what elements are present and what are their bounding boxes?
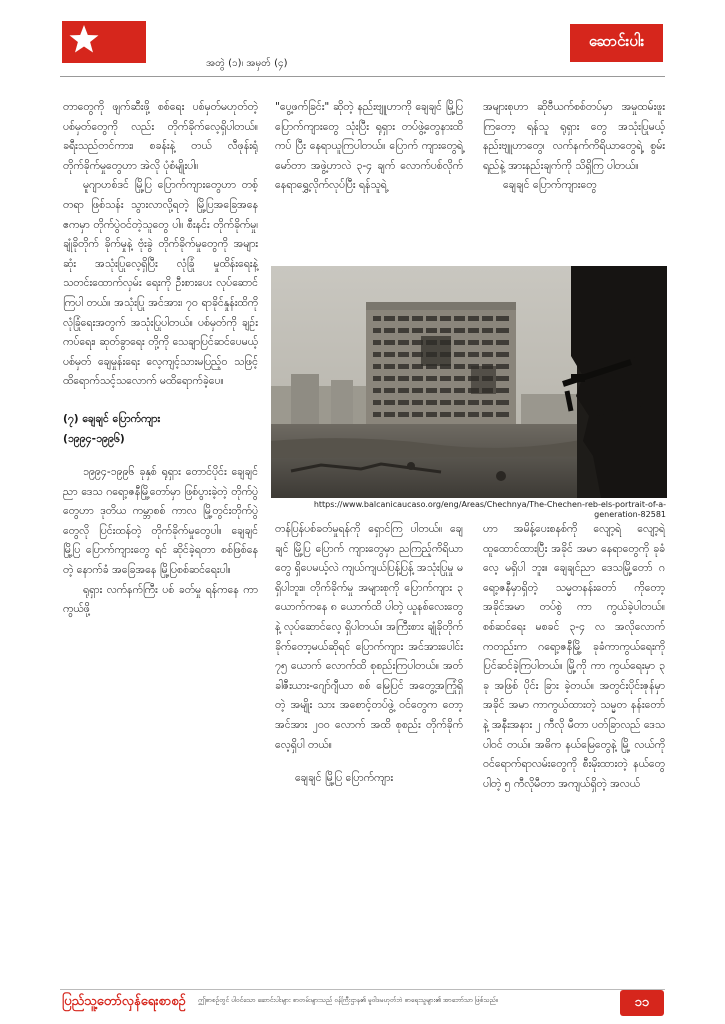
column-2-top <box>275 98 463 263</box>
star-icon <box>68 23 100 55</box>
photo-caption: https://www.balcanicaucaso.org/eng/Areas/Chechnya/The-Chechen-reb-els-portrait-of-a-generation-82581 <box>313 500 666 519</box>
article-photo <box>271 266 667 498</box>
column-2-bottom <box>275 520 463 960</box>
subheading-years: (၁၉၉၄-၁၉၉၆) <box>63 432 125 445</box>
paragraph: တာတွေကို ဖျက်ဆီးဖို့ စစ်ရေး ပစ်မှတ်မဟုတ်တဲ့ ပစ်မှတ်တွေကို လည်း တိုက်ခိုက်လေ့ရှိပါတယ်။ ခရီးသည်တင်ကား၊ စခန်းနဲ့ တယ် လီဖုန်းရုံ တိုက်ခိုက်မှုတွေဟာ အဲလို ပုံစံမျိုးပါ။ <box>63 101 258 172</box>
section-subheading <box>63 410 258 449</box>
paragraph: ရုရှား လက်နက်ကြီး ပစ် ခတ်မှု ရန်ကနေ ကာကွယ်ဖို့ <box>63 583 258 616</box>
column-3-top <box>483 98 665 263</box>
publication-title: ပြည်သူ့တော်လှန်ရေးစာစဉ် <box>62 994 186 1009</box>
column-3-bottom <box>483 520 665 960</box>
paragraph: အများစုဟာ ဆိုဗီယက်စစ်တပ်မှာ အမှုထမ်းဖူးကြတော့ ရန်သူ ရုရှား တွေ အသုံးပြုမယ့် နည်းဗျူဟာတွေ၊ လက်နက်ကိရိယာတွေရဲ့ စွမ်း ရည်နဲ့ အားနည်းချက်ကို သိရှိကြ ပါတယ်။ <box>483 101 665 172</box>
header-divider <box>60 76 665 77</box>
paragraph: ၁၉၉၄-၁၉၉၆ ခုနှစ် ရုရှား တောင်ပိုင်း ချေချင်ညာ ဒေသ ဂရော့ဇနီမြို့တော်မှာ ဖြစ်ပွားခဲ့တဲ့ တိုက်ပွဲတွေဟာ ဒုတိယ ကမ္ဘာစစ် ကာလ မြို့တွင်းတိုက်ပွဲတွေလို ပြင်းထန်တဲ့ တိုက်ခိုက်မှုတွေပါ။ ချေချင် မြို့ပြ ပြောက်ကျားတွေ ရင် ဆိုင်ခဲ့ရတာ စစ်ဖြစ်နေတဲ့ နောက်ခံ အခြေအနေ မြို့ပြစစ်ဆင်ရေးပါ။ <box>63 466 258 577</box>
issue-line: အတွဲ (၁)၊ အမှတ် (၄) <box>206 58 288 69</box>
paragraph: မူဂျာဟစ်ဒင် မြို့ပြ ပြောက်ကျားတွေဟာ တစ့်တရာ ဖြစ်သန်း သွားလာလို့ရတဲ့ မြို့ပြအခြေအနေ ဧကမှာ တိုက်ပွဲဝင်တဲ့သူတွေ ပါ။ စီးနင်း တိုက်ခိုက်မှု၊ ချုံခိုတိုက် ခိုက်မှုနဲ့ ဗုံးခွဲ တိုက်ခိုက်မှုတွေကို အများဆုံး အသုံးပြုလေ့ရှိပြီး လုံခြုံ မှုထိန်းရေးနဲ့ သတင်းထောက်လှမ်း ရေးကို ဦးစားပေး လုပ်ဆောင်ကြပါ တယ်။ အသုံးပြု အင်အား၊ ၇၀ ရာခိုင်နှုန်းထိကို လုံခြုံရေးအတွက် အသုံးပြုပါတယ်။ ပစ်မှတ်ကို ချဉ်း ကပ်ရေး၊ ဆုတ်ခွာရေး တို့ကို သေချာပြင်ဆင်ပေမယ့် ပစ်မှတ် ချေမှုန်းရေး လေ့ကျင့်သားမပြည့်ဝ သဖြင့် ထိရောက်သင့်သလောက် မထိရောက်ခဲ့ပေ။ <box>63 179 258 388</box>
paragraph: တန်ပြန်ပစ်ခတ်မှုရန်ကို ရှောင်ကြ ပါတယ်။ ချေချင် မြို့ပြ ပြောက် ကျားတွေမှာ ညကြည့်ကိရိယာတွေ ရှိပေမယ့်လဲ ကျယ်ကျယ်ပြန့်ပြန့် အသုံးပြုမှု မရှိပါဘူး။ တိုက်ခိုက်မှု အများစုကို ပြောက်ကျား ၃ ယောက်ကနေ ၈ ယောက်ထိ ပါတဲ့ ယူနစ်လေးတွေနဲ့ လုပ်ဆောင်လေ့ ရှိပါတယ်။ အကြီးစား ချုံခိုတိုက် ခိုက်တော့မယ်ဆိုရင် ပြောက်ကျား အင်အားပေါင်း ၇၅ ယောက် လောက်ထိ စုစည်းကြပါတယ်။ အတ်ခါဇီးယား-ဂျော်ဂျီယာ စစ် မြေပြင် အတွေ့အကြုံရှိတဲ့ အမျိုး သား အစောင့်တပ်ဖွဲ့ ဝင်တွေက တော့ အင်အား ၂၀၀ လောက် အထိ စုစည်း တိုက်ခိုက်လေ့ရှိပါ တယ်။ <box>275 523 463 751</box>
paragraph: "ပွေ့ဖက်ခြင်း" ဆိုတဲ့ နည်းဗျူဟာကို ချေချင် မြို့ပြ ပြောက်ကျားတွေ သုံးပြီး ရုရှား တပ်ဖွဲ့တွေနားထိ ကပ် ပြီး နေရာယူကြပါတယ်။ ပြောက် ကျားတွေရဲ့ မော်တာ အဖွဲ့ဟာလဲ ၃-၄ ချက် လောက်ပစ်လိုက် နေရာရွှေ့လိုက်လုပ်ပြီး ရန်သူရဲ့ <box>275 101 463 192</box>
disclaimer-note: ဤစာစဉ်တွင် ပါဝင်သော ဆောင်းပါးများ စာတမ်းများသည် ဝန်ကြီးဌာန၏ မူဝါဒမဟုတ်ဘဲ စာရေးသူများ၏ အာဘော်သာ ဖြစ်သည်။ <box>198 996 498 1004</box>
subheading-title: (၇) ချေချင် ပြောက်ကျား <box>63 412 161 425</box>
column-1 <box>63 98 258 978</box>
paragraph: ချေချင် မြို့ပြ ပြောက်ကျား <box>295 772 394 785</box>
page-header <box>0 0 725 80</box>
grozny-ruins-image <box>271 266 667 498</box>
paragraph: ချေချင် ပြောက်ကျားတွေ <box>503 179 597 192</box>
section-masthead: ဆောင်းပါး <box>570 24 663 62</box>
footer-divider <box>60 989 665 990</box>
red-flag <box>62 21 146 63</box>
paragraph: ဟာ အမိန့်ပေးစနစ်ကို လျော့ရဲ လျော့ရဲ ထူထောင်ထားပြီး အခိုင် အမာ နေရာတွေကို ခုခံလေ့ မရှိပါ ဘူး။ ချေချင်ညာ ဒေသမြို့တော် ဂရော့ဇနီမှာရှိတဲ့ သမ္မတနန်းတော် ကိုတော့ အခိုင်အမာ တပ်စွဲ ကာ ကွယ်ခဲ့ပါတယ်။ စစ်ဆင်ရေး မစခင် ၃-၄ လ အလိုလောက်ကတည်းက ဂရော့ဇနီမြို့ ခုခံကာကွယ်ရေးကို ပြင်ဆင်ခဲ့ကြပါတယ်။ မြို့ကို ကာ ကွယ်ရေးမှာ ၃ ခု အဖြစ် ပိုင်း ခြား ခဲ့တယ်။ အတွင်းပိုင်းဇုန်မှာ အခိုင် အမာ ကာကွယ်ထားတဲ့ သမ္မတ နန်းတော်နဲ့ အနီးအနား ၂ ကီလို မီတာ ပတ်ခြာလည် ဒေသ ပါဝင် တယ်။ အဓိက နယ်မြေတွေနဲ့ မြို့ လယ်ကိုဝင်ရောက်ရာလမ်းတွေကို စီးမိုးထားတဲ့ နယ်တွေပါတဲ့ ၅ ကီလိုမီတာ အကျယ်ရှိတဲ့ အလယ် <box>483 523 665 790</box>
page-number: ၁၁ <box>620 990 664 1016</box>
